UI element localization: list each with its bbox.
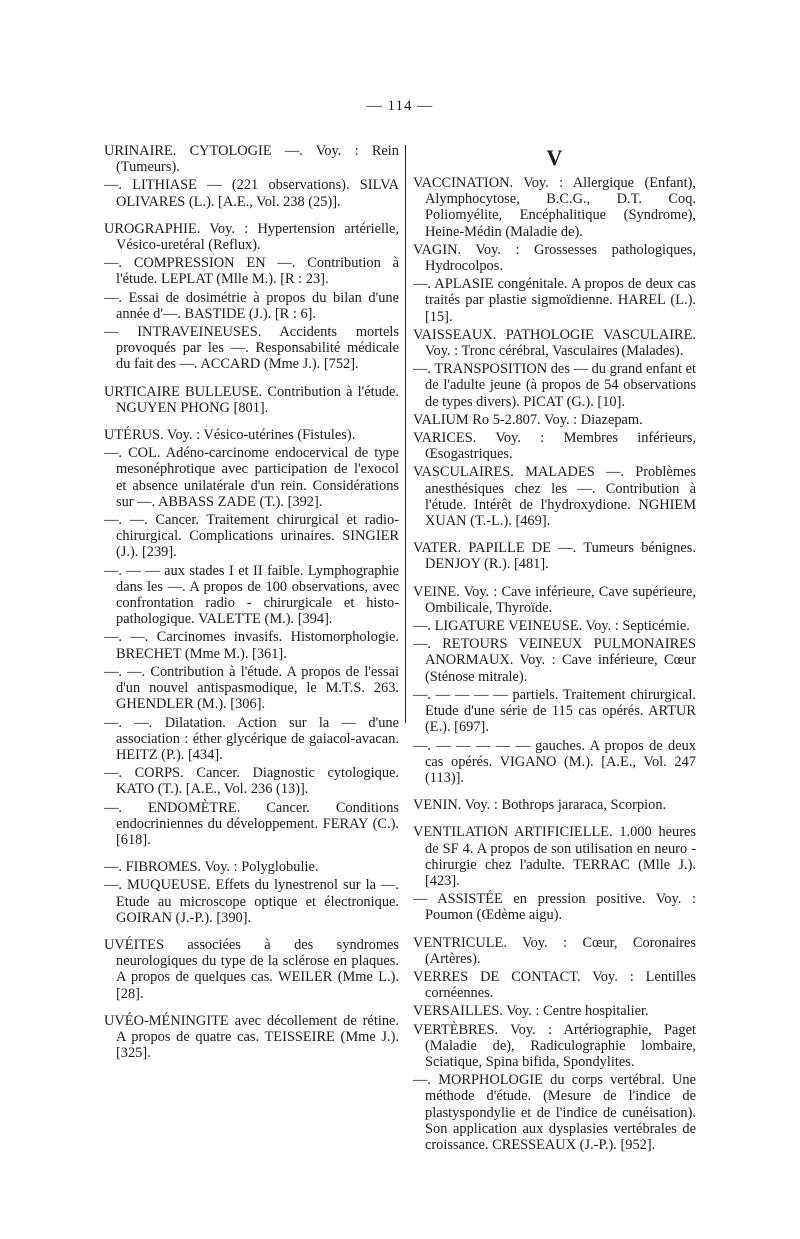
left-column — [104, 143, 399, 1072]
index-entry: — INTRAVEINEUSES. Accidents mortels provoqués par les —. Responsabilité médicale du fait des —. ACCARD (Mme J.). [752]. — [104, 324, 399, 373]
index-entry: VENIN. Voy. : Bothrops jararaca, Scorpion. — [413, 797, 667, 814]
index-entry: —. RETOURS VEINEUX PULMONAIRES ANORMAUX. Voy. : Cave inférieure, Cœur (Sténose mitrale). — [413, 636, 696, 685]
index-entry: VACCINATION. Voy. : Allergique (Enfant), Alymphocytose, B.C.G., D.T. Coq. Poliomyélite, Encéphalitique (Syndrome), Heine-Médin (Maladie de). — [413, 175, 696, 240]
index-entry: —. FIBROMES. Voy. : Polyglobulie. — [104, 859, 319, 876]
index-entry: VERTÈBRES. Voy. : Artériographie, Paget (Maladie de), Radiculographie lombaire, Sciatique, Spina bifida, Spondylites. — [413, 1021, 696, 1070]
index-entry: —. TRANSPOSITION des — du grand enfant et de l'adulte jeune (à propos de 54 observations de types divers). PICAT (G.). [10]. — [413, 361, 696, 410]
index-entry: —. ENDOMÈTRE. Cancer. Conditions endocriniennes du développement. FERAY (C.). [618]. — [104, 799, 399, 848]
index-entry: —. MORPHOLOGIE du corps vertébral. Une méthode d'étude. (Mesure de l'indice de plastyspondylie et de l'indice de cunéisation). Son application aux dysplasies vertébrales de croissance. CRESSEAUX (J.-P.). [952]. — [413, 1072, 696, 1153]
index-entry: UVÉITES associées à des syndromes neurologiques du type de la sclérose en plaques. A propos de quelques cas. WEILER (Mme L.). [28]. — [104, 936, 399, 1002]
section-letter: V — [546, 145, 563, 170]
index-entry: VAGIN. Voy. : Grossesses pathologiques, Hydrocolpos. — [413, 241, 696, 275]
index-entry: VERRES DE CONTACT. Voy. : Lentilles cornéennes. — [413, 968, 696, 1002]
index-entry: —. — — — — — gauches. A propos de deux cas opérés. VIGANO (M.). [A.E., Vol. 247 (113)]. — [413, 737, 696, 786]
index-entry: —. COMPRESSION EN —. Contribution à l'étude. LEPLAT (Mlle M.). [R : 23]. — [104, 255, 399, 288]
index-entry: VATER. PAPILLE DE —. Tumeurs bénignes. DENJOY (R.). [481]. — [413, 540, 696, 573]
index-entry: —. — — aux stades I et II faible. Lymphographie dans les —. A propos de 100 observations, avec confrontation radio - chirurgicale et histo-pathologique. VALETTE (M.). [394]. — [104, 562, 399, 628]
right-column — [413, 143, 696, 1155]
index-entry: —. APLASIE congénitale. A propos de deux cas traités par plastie sigmoïdienne. HAREL (L.). [15]. — [413, 276, 696, 325]
index-entry: —. LIGATURE VEINEUSE. Voy. : Septicémie. — [413, 618, 690, 635]
page-number: — 114 — — [366, 98, 434, 114]
index-entry: UVÉO-MÉNINGITE avec décollement de rétine. A propos de quatre cas. TEISSEIRE (Mme J.). [325]. — [104, 1012, 399, 1062]
index-entry: VARICES. Voy. : Membres inférieurs, Œsogastriques. — [413, 430, 696, 463]
index-entry: VENTRICULE. Voy. : Cœur, Coronaires (Artères). — [413, 934, 696, 967]
index-entry: —. — — — — partiels. Traitement chirurgical. Etude d'une série de 115 cas opérés. ARTUR (E.). [697]. — [413, 686, 696, 736]
index-entry: —. CORPS. Cancer. Diagnostic cytologique. KATO (T.). [A.E., Vol. 236 (13)]. — [104, 765, 399, 798]
index-entry: UROGRAPHIE. Voy. : Hypertension artérielle, Vésico-uretéral (Reflux). — [104, 220, 399, 254]
index-entry: — ASSISTÉE en pression positive. Voy. : Poumon (Œdème aigu). — [413, 891, 696, 924]
index-entry: VENTILATION ARTIFICIELLE. 1.000 heures de SF 4. A propos de son utilisation en neuro - chirurgie chez l'adulte. TERRAC (Mlle J.). [423]. — [413, 824, 696, 889]
index-entry: VASCULAIRES. MALADES —. Problèmes anesthésiques chez les —. Contribution à l'étude. Intérêt de l'hydroxydione. NGHIEM XUAN (T.-L.). [469]. — [413, 464, 696, 530]
index-entry: —. —. Carcinomes invasifs. Histomorphologie. BRECHET (Mme M.). [361]. — [104, 629, 399, 662]
index-entry: —. —. Contribution à l'étude. A propos de l'essai d'un nouvel antispasmodique, le M.T.S. 263. GHENDLER (M.). [306]. — [104, 663, 399, 713]
index-entry: —. Essai de dosimétrie à propos du bilan d'une année d'—. BASTIDE (J.). [R : 6]. — [104, 289, 399, 322]
index-entry: UTÉRUS. Voy. : Vésico-utérines (Fistules). — [104, 427, 356, 444]
index-entry: —. LITHIASE — (221 observations). SILVA OLIVARES (L.). [A.E., Vol. 238 (25)]. — [104, 177, 399, 210]
index-entry: VAISSEAUX. PATHOLOGIE VASCULAIRE. Voy. : Tronc cérébral, Vasculaires (Malades). — [413, 326, 696, 360]
index-entry: VERSAILLES. Voy. : Centre hospitalier. — [413, 1003, 649, 1020]
index-entry: URTICAIRE BULLEUSE. Contribution à l'étude. NGUYEN PHONG [801]. — [104, 383, 399, 416]
index-entry: —. MUQUEUSE. Effets du lynestrenol sur la —. Etude au microscope optique et électronique. GOIRAN (J.-P.). [390]. — [104, 877, 399, 926]
column-divider — [405, 145, 406, 723]
index-entry: —. —. Dilatation. Action sur la — d'une association : éther glycérique de gaiacol-avacan. HEITZ (P.). [434]. — [104, 714, 399, 763]
index-entry: —. COL. Adéno-carcinome endocervical de type mesonéphrotique avec participation de l'exocol et absence unilatérale d'un rein. Considérations sur —. ABBASS ZADE (T.). [392]. — [104, 445, 399, 510]
index-entry: VEINE. Voy. : Cave inférieure, Cave supérieure, Ombilicale, Thyroïde. — [413, 583, 696, 616]
index-entry: VALIUM Ro 5-2.807. Voy. : Diazepam. — [413, 411, 643, 428]
index-entry: —. —. Cancer. Traitement chirurgical et radio-chirurgical. Complications urinaires. SINGIER (J.). [239]. — [104, 512, 399, 561]
index-entry: URINAIRE. CYTOLOGIE —. Voy. : Rein (Tumeurs). — [104, 143, 399, 176]
